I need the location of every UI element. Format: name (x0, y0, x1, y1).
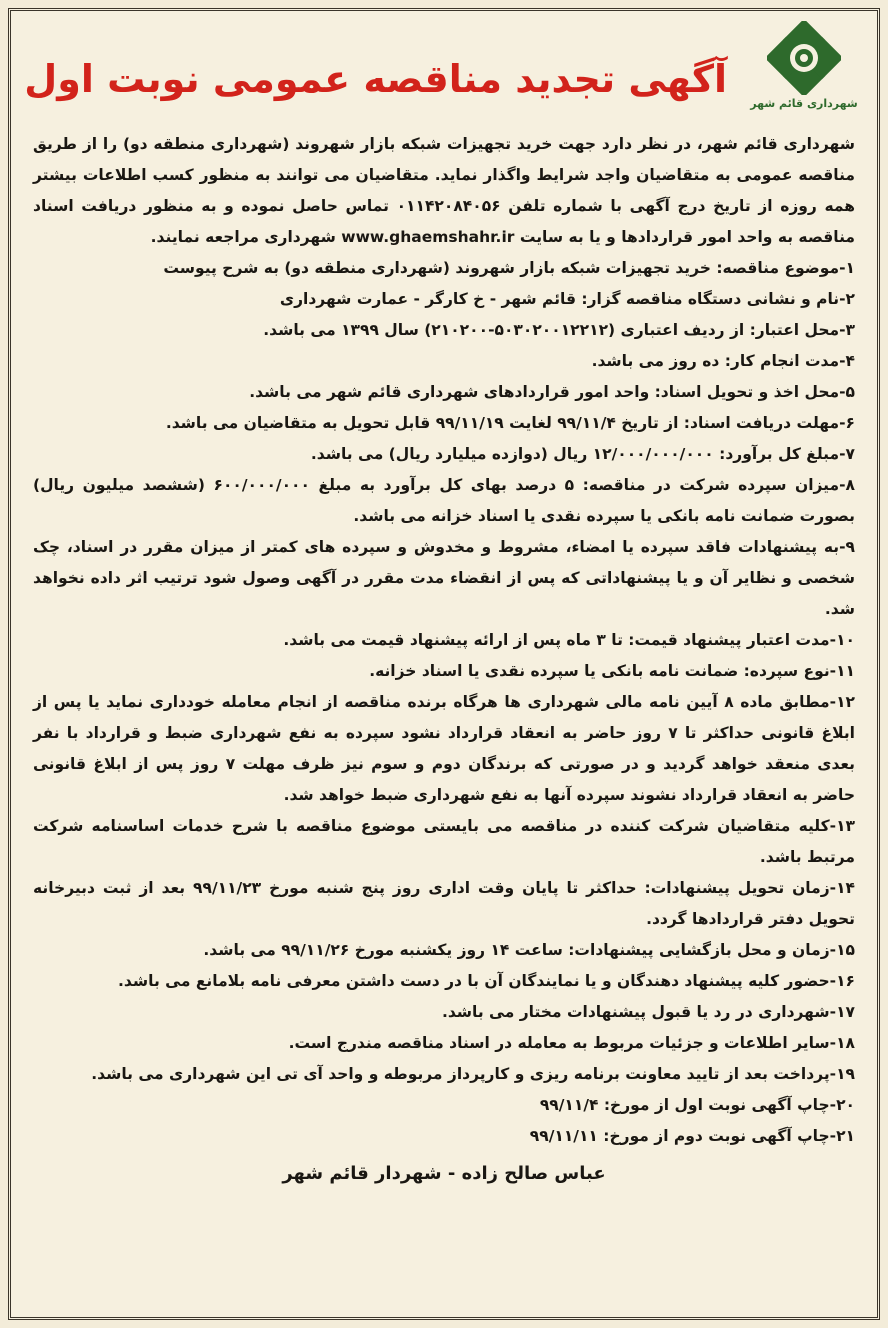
notice-body (11, 129, 877, 1189)
list-item: ۲۰-چاپ آگهی نوبت اول از مورخ: ۹۹/۱۱/۴ (539, 1096, 855, 1114)
list-item: ۱۹-پرداخت بعد از تایید معاونت برنامه ریزی و کارپرداز مربوطه و واحد آی تی این شهرداری می باشد. (91, 1065, 855, 1083)
list-item: ۱۵-زمان و محل بازگشایی پیشنهادات: ساعت ۱۴ روز یکشنبه مورخ ۹۹/۱۱/۲۶ می باشد. (203, 941, 855, 959)
list-item: ۸-میزان سپرده شرکت در مناقصه: ۵ درصد بهای کل برآورد به مبلغ ۶۰۰/۰۰۰/۰۰۰ (ششصد میلیون ریال) بصورت ضمانت نامه بانکی یا سپرده نقدی یا اسناد خزانه می باشد. (33, 476, 855, 525)
list-item: ۳-محل اعتبار: از ردیف اعتباری (۵۰۳۰۲۰۰۱۲۲۱۲-۲۱۰۲۰۰) سال ۱۳۹۹ می باشد. (263, 321, 855, 339)
list-item: ۱۱-نوع سپرده: ضمانت نامه بانکی یا سپرده نقدی یا اسناد خزانه. (369, 662, 855, 680)
logo-caption: شهرداری قائم شهر (750, 97, 858, 110)
list-item: ۲-نام و نشانی دستگاه مناقصه گزار: قائم شهر - خ کارگر - عمارت شهرداری (279, 290, 855, 308)
list-item: ۲۱-چاپ آگهی نوبت دوم از مورخ: ۹۹/۱۱/۱۱ (529, 1127, 855, 1145)
municipality-logo-icon (767, 21, 841, 95)
list-item: ۶-مهلت دریافت اسناد: از تاریخ ۹۹/۱۱/۴ لغایت ۹۹/۱۱/۱۹ قابل تحویل به متقاضیان می باشد. (165, 414, 855, 432)
list-item: ۴-مدت انجام کار: ده روز می باشد. (591, 352, 855, 370)
intro-paragraph: شهرداری قائم شهر، در نظر دارد جهت خرید تجهیزات شبکه بازار شهروند (شهرداری منطقه دو) را از طریق مناقصه عمومی به متقاضیان واجد شرایط واگذار نماید. متقاضیان می توانند به منظور کسب اطلاعات بیشتر همه روزه از تاریخ درج آگهی با شماره تلفن ۰۱۱۴۲۰۸۴۰۵۶ تماس حاصل نموده و به منظور دریافت اسناد مناقصه به واحد امور قراردادها و یا به سایت www.ghaemshahr.ir شهرداری مراجعه نمایند. (33, 135, 855, 246)
list-item: ۱۶-حضور کلیه پیشنهاد دهندگان و یا نمایندگان آن با در دست داشتن معرفی نامه بلامانع می باشد. (118, 972, 855, 990)
list-item: ۱۴-زمان تحویل پیشنهادات: حداکثر تا پایان وقت اداری روز پنج شنبه مورخ ۹۹/۱۱/۲۳ بعد از ثبت دبیرخانه تحویل دفتر قراردادها گردد. (33, 879, 855, 928)
header (11, 11, 877, 129)
advertisement-frame (8, 8, 880, 1320)
list-item: ۱۸-سایر اطلاعات و جزئیات مربوط به معامله در اسناد مناقصه مندرج است. (288, 1034, 855, 1052)
signature: عباس صالح زاده - شهردار قائم شهر (282, 1163, 606, 1184)
list-item: ۷-مبلغ کل برآورد: ۱۲/۰۰۰/۰۰۰/۰۰۰ ریال (دوازده میلیارد ریال) می باشد. (310, 445, 855, 463)
list-item: ۱۷-شهرداری در رد یا قبول پیشنهادات مختار می باشد. (441, 1003, 855, 1021)
page-title: آگهی تجدید مناقصه عمومی نوبت اول (24, 57, 727, 101)
list-item: ۱۲-مطابق ماده ۸ آیین نامه مالی شهرداری ها هرگاه برنده مناقصه از انجام معامله خودداری نماید یا پس از ابلاغ قانونی حداکثر تا ۷ روز حاضر به انعقاد قرارداد نشود سپرده به نفع شهرداری ضبط و قرارداد با نفر بعدی منعقد خواهد گردید و در صورتی که برندگان دوم و سوم نیز ظرف مهلت ۷ روز پس از ابلاغ قانونی حاضر به انعقاد قرارداد نشوند سپرده آنها به نفع شهرداری ضبط خواهد شد. (33, 693, 855, 804)
list-item: ۹-به پیشنهادات فاقد سپرده یا امضاء، مشروط و مخدوش و سپرده های کمتر از میزان مقرر در اسناد، چک شخصی و نظایر آن و یا پیشنهاداتی که پس از انقضاء مدت مقرر در آگهی وصول شود ترتیب اثر داده نخواهد شد. (33, 538, 855, 618)
list-item: ۵-محل اخذ و تحویل اسناد: واحد امور قراردادهای شهرداری قائم شهر می باشد. (249, 383, 855, 401)
list-item: ۱۳-کلیه متقاضیان شرکت کننده در مناقصه می بایستی موضوع مناقصه با شرح خدمات اساسنامه شرکت مرتبط باشد. (33, 817, 855, 866)
list-item: ۱-موضوع مناقصه: خرید تجهیزات شبکه بازار شهروند (شهرداری منطقه دو) به شرح پیوست (163, 259, 855, 277)
list-item: ۱۰-مدت اعتبار پیشنهاد قیمت: تا ۳ ماه پس از ارائه پیشنهاد قیمت می باشد. (283, 631, 855, 649)
municipality-logo (749, 21, 859, 125)
